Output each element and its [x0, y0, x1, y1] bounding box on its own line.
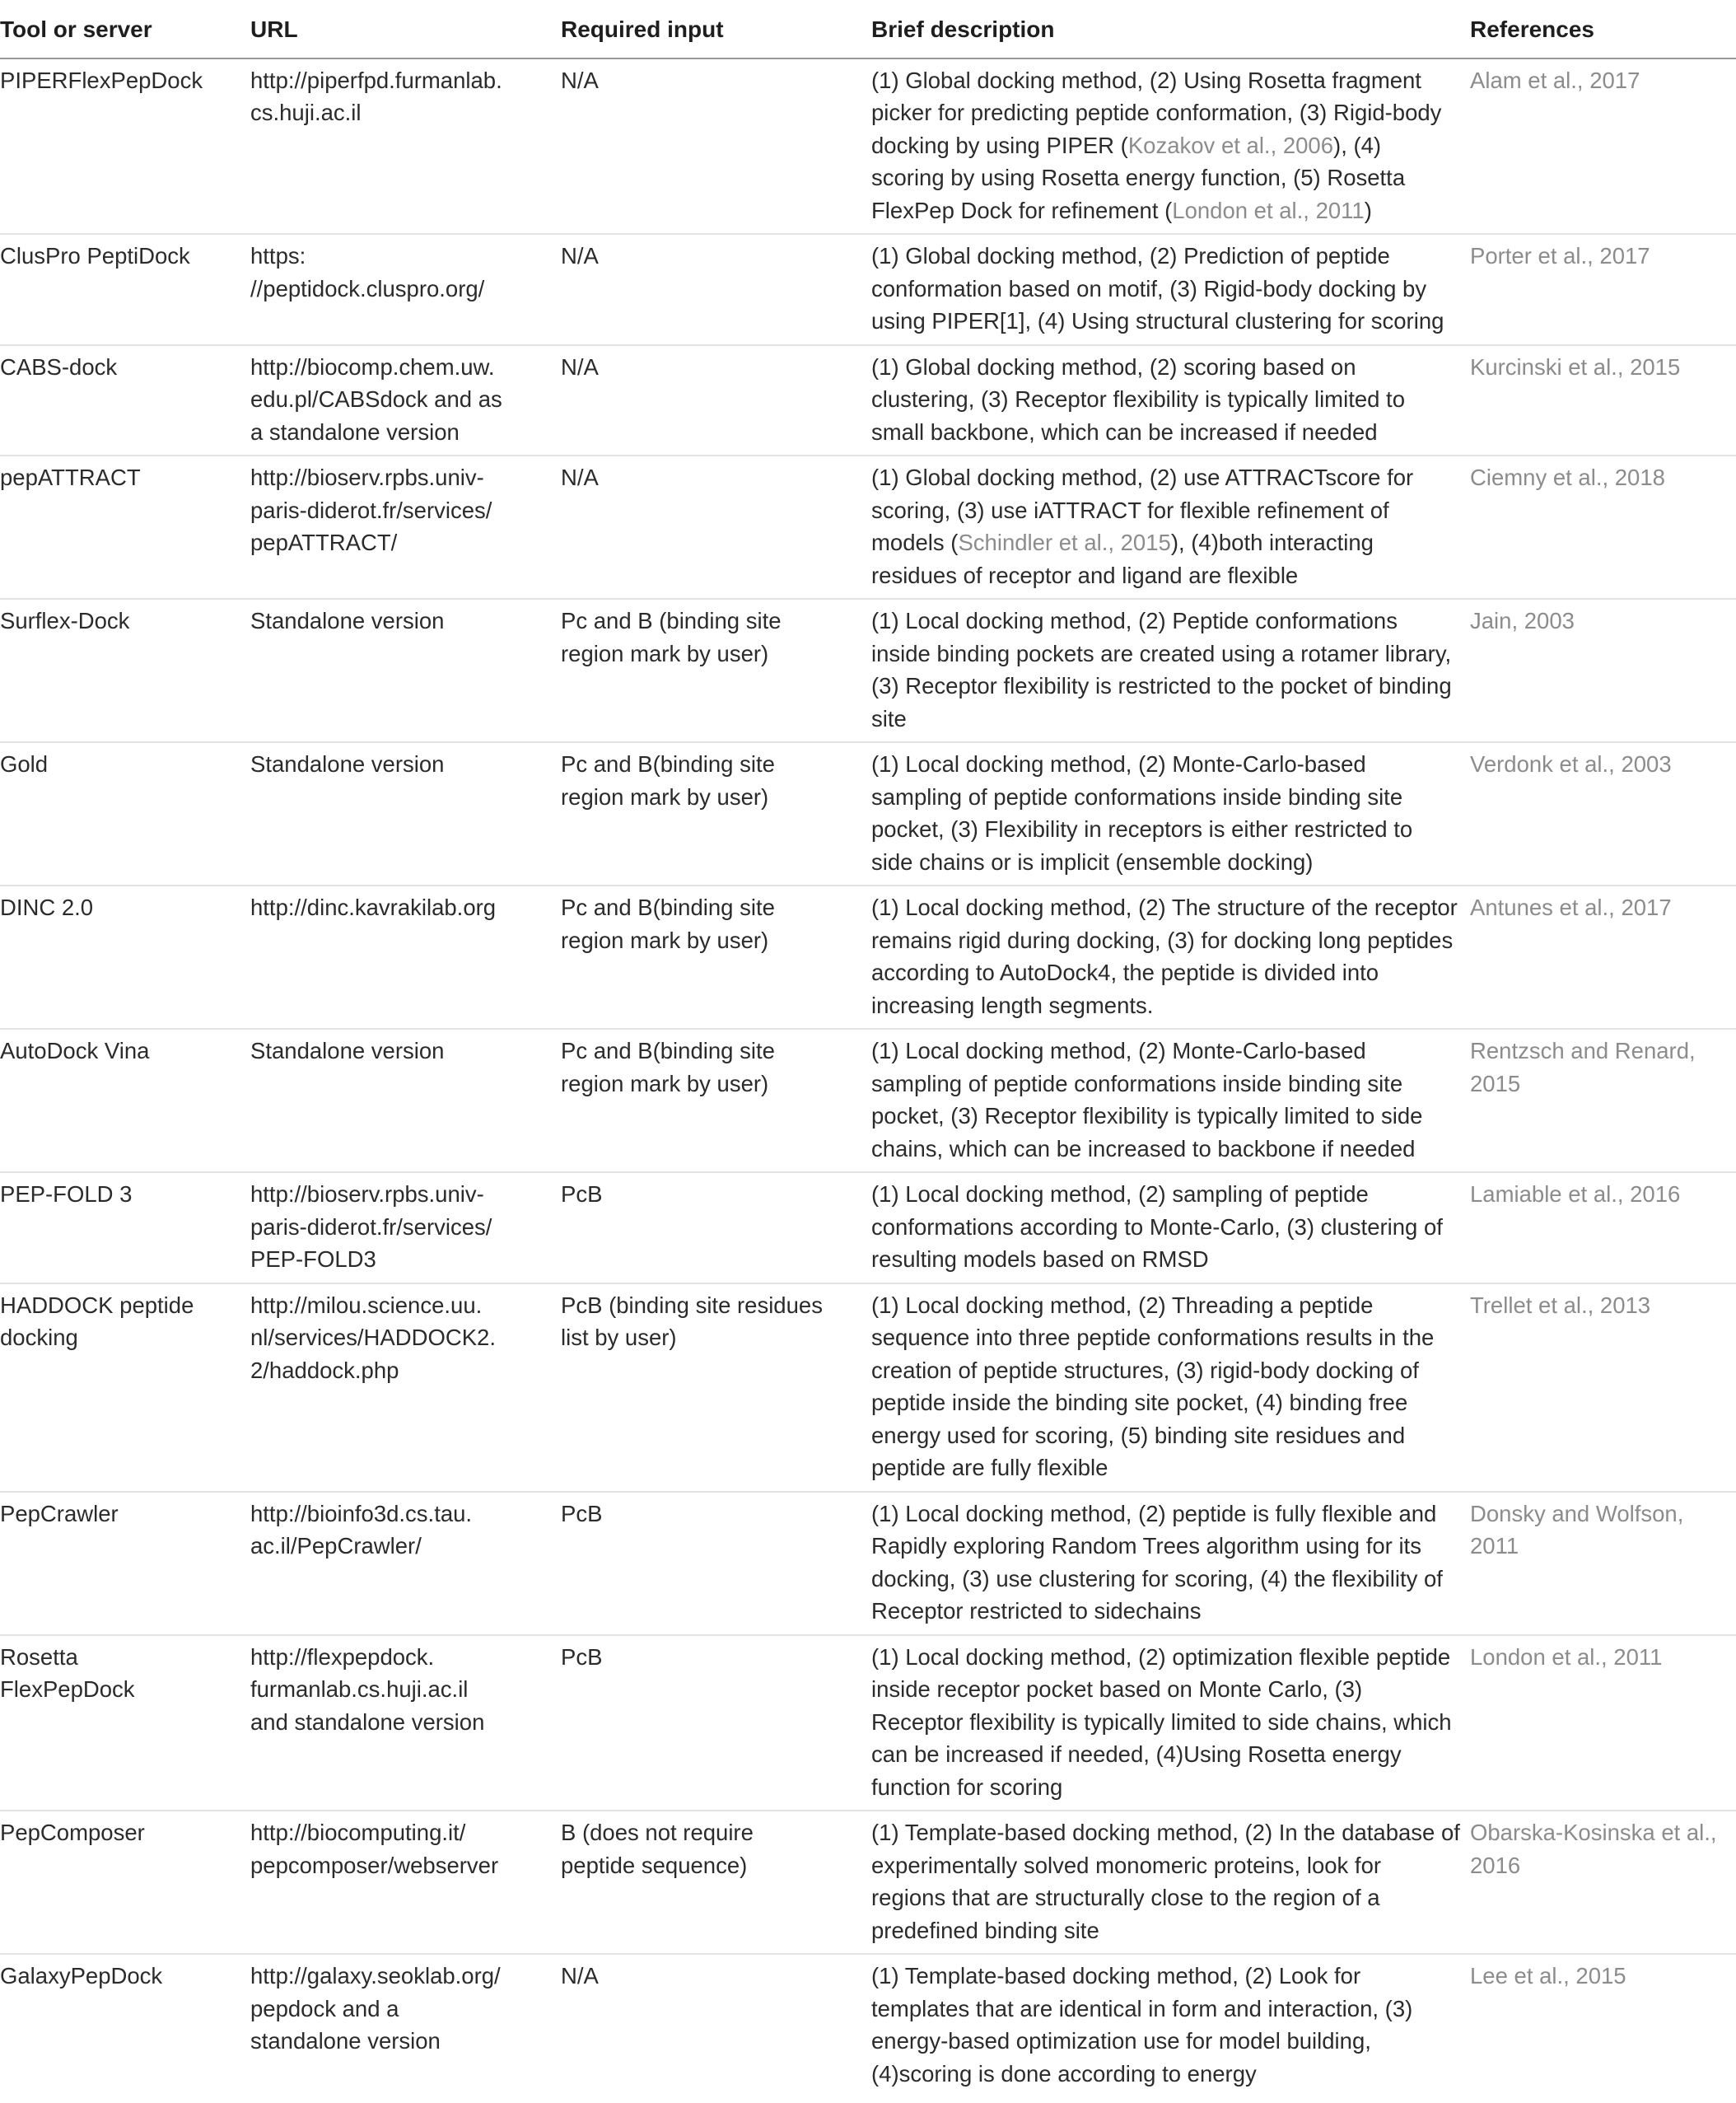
reference-link[interactable]: Rentzsch and Renard, 2015	[1470, 1029, 1736, 1172]
table-row	[0, 742, 1736, 886]
tool-name-cell: Surflex-Dock	[0, 599, 250, 742]
tool-name-cell: DINC 2.0	[0, 886, 250, 1029]
table-row	[0, 599, 1736, 742]
table-row	[0, 1492, 1736, 1635]
description-text: (1) Local docking method, (2) peptide is fully flexible and Rapidly exploring Random Trees algorithm using for its docking, (3) use clustering for scoring, (4) the flexibility of Receptor restricted to sidechains	[871, 1500, 1443, 1624]
required-input-cell: N/A	[561, 456, 871, 599]
table-row	[0, 234, 1736, 345]
description-cell	[871, 1172, 1470, 1283]
description-cell	[871, 1635, 1470, 1811]
description-cell	[871, 1811, 1470, 1954]
table-row	[0, 1283, 1736, 1492]
tool-name-cell: PepCrawler	[0, 1492, 250, 1635]
table-row	[0, 886, 1736, 1029]
table-row	[0, 1172, 1736, 1283]
url-cell: Standalone version	[250, 599, 561, 742]
description-cell	[871, 345, 1470, 456]
tool-name-cell: pepATTRACT	[0, 456, 250, 599]
tool-name-cell: AutoDock Vina	[0, 1029, 250, 1172]
tool-name-cell: PepComposer	[0, 1811, 250, 1954]
description-cell	[871, 886, 1470, 1029]
description-text: ), (4)both interacting residues of receptor and ligand are flexible	[871, 530, 1374, 588]
citation-link[interactable]: Kozakov et al., 2006	[1127, 132, 1334, 158]
description-text: (1) Local docking method, (2) Threading a peptide sequence into three peptide conformations results in the creation of peptide structures, (3) rigid-body docking of peptide inside the binding site pocket, (4) binding free energy used for scoring, (5) binding site residues and peptide are fully flexible	[871, 1292, 1435, 1480]
description-cell	[871, 742, 1470, 886]
reference-link[interactable]: Kurcinski et al., 2015	[1470, 345, 1736, 456]
reference-link[interactable]: Alam et al., 2017	[1470, 58, 1736, 235]
url-cell: http://dinc.kavrakilab.org	[250, 886, 561, 1029]
tool-name-cell: Gold	[0, 742, 250, 886]
table-row	[0, 456, 1736, 599]
required-input-cell: PcB	[561, 1635, 871, 1811]
url-cell: Standalone version	[250, 742, 561, 886]
url-cell: http://biocomputing.it/ pepcomposer/webserver	[250, 1811, 561, 1954]
table-row	[0, 1635, 1736, 1811]
reference-link[interactable]: Verdonk et al., 2003	[1470, 742, 1736, 886]
tool-name-cell: HADDOCK peptide docking	[0, 1283, 250, 1492]
table-row	[0, 345, 1736, 456]
tool-name-cell: Rosetta FlexPepDock	[0, 1635, 250, 1811]
table-row	[0, 1029, 1736, 1172]
reference-link[interactable]: Obarska-Kosinska et al., 2016	[1470, 1811, 1736, 1954]
tool-name-cell: PEP-FOLD 3	[0, 1172, 250, 1283]
url-cell: http://milou.science.uu. nl/services/HADDOCK2. 2/haddock.php	[250, 1283, 561, 1492]
table-row	[0, 1954, 1736, 2096]
reference-link[interactable]: Lee et al., 2015	[1470, 1963, 1626, 1989]
description-text: (1) Global docking method, (2) Prediction of peptide conformation based on motif, (3) Rigid-body docking by using PIPER[1], (4) Using structural clustering for scoring	[871, 243, 1444, 334]
reference-link[interactable]: London et al., 2011	[1470, 1635, 1736, 1811]
url-cell: http://galaxy.seoklab.org/ pepdock and a standalone version	[250, 1963, 501, 2054]
header-brief-description: Brief description	[871, 0, 1470, 58]
reference-link[interactable]: Ciemny et al., 2018	[1470, 456, 1736, 599]
description-text: (1) Local docking method, (2) optimization flexible peptide inside receptor pocket based on Monte Carlo, (3) Receptor flexibility is typically limited to side chains, which can be increased if needed, (4)Using Rosetta energy function for scoring	[871, 1643, 1452, 1800]
description-text: (1) Local docking method, (2) sampling of peptide conformations according to Monte-Carlo, (3) clustering of resulting models based on RMSD	[871, 1181, 1443, 1272]
table-body	[0, 58, 1736, 2097]
url-cell: https: //peptidock.cluspro.org/	[250, 234, 561, 345]
required-input-cell: B (does not require peptide sequence)	[561, 1811, 871, 1954]
description-text: ), (4) scoring by using Rosetta energy function, (5) Rosetta FlexPep Dock for refinement (	[871, 132, 1406, 223]
tool-name-cell: PIPERFlexPepDock	[0, 58, 250, 235]
required-input-cell: N/A	[561, 58, 871, 235]
description-cell	[871, 1954, 1470, 2096]
description-cell	[871, 234, 1470, 345]
description-text: (1) Template-based docking method, (2) Look for templates that are identical in form and interaction, (3) energy-based optimization use for model building, (4)scoring is done according to energy	[871, 1963, 1413, 2087]
reference-link[interactable]: Lamiable et al., 2016	[1470, 1172, 1736, 1283]
url-cell: http://bioserv.rpbs.univ- paris-diderot.fr/services/ pepATTRACT/	[250, 456, 561, 599]
url-cell: http://biocomp.chem.uw. edu.pl/CABSdock and as a standalone version	[250, 345, 561, 456]
description-text: (1) Global docking method, (2) Using Rosetta fragment picker for predicting peptide conformation, (3) Rigid-body docking by using PIPER (	[871, 67, 1442, 158]
citation-link[interactable]: Schindler et al., 2015	[958, 530, 1171, 555]
description-text: (1) Global docking method, (2) scoring based on clustering, (3) Receptor flexibility is typically limited to small backbone, which can be increased if needed	[871, 353, 1405, 445]
description-cell	[871, 599, 1470, 742]
required-input-cell: Pc and B (binding site region mark by user)	[561, 599, 871, 742]
reference-link[interactable]: Trellet et al., 2013	[1470, 1283, 1736, 1492]
reference-link[interactable]: Antunes et al., 2017	[1470, 886, 1736, 1029]
required-input-cell: Pc and B(binding site region mark by user)	[561, 742, 871, 886]
required-input-cell: PcB	[561, 1492, 871, 1635]
description-text: (1) Template-based docking method, (2) In the database of experimentally solved monomeric proteins, look for regions that are structurally close to the region of a predefined binding site	[871, 1820, 1460, 1943]
url-cell: http://bioserv.rpbs.univ- paris-diderot.fr/services/ PEP-FOLD3	[250, 1172, 561, 1283]
description-cell	[871, 1492, 1470, 1635]
description-cell	[871, 58, 1470, 235]
tool-name-cell: CABS-dock	[0, 345, 250, 456]
citation-link[interactable]: London et al., 2011	[1172, 197, 1365, 223]
description-text: (1) Local docking method, (2) The structure of the receptor remains rigid during docking, (3) for docking long peptides according to AutoDock4, the peptide is divided into increasing length segments.	[871, 895, 1458, 1018]
description-cell	[871, 456, 1470, 599]
reference-link[interactable]: Porter et al., 2017	[1470, 234, 1736, 345]
description-text: (1) Local docking method, (2) Monte-Carlo-based sampling of peptide conformations inside binding site pocket, (3) Receptor flexibility is typically limited to side chains, which can be increased to backbone if needed	[871, 1038, 1423, 1161]
table-row	[0, 58, 1736, 235]
description-text: (1) Local docking method, (2) Monte-Carlo-based sampling of peptide conformations inside binding site pocket, (3) Flexibility in receptors is either restricted to side chains or is implicit (ensemble docking)	[871, 751, 1413, 875]
header-tool: Tool or server	[0, 0, 250, 58]
header-row	[0, 0, 1736, 58]
tool-name-cell: ClusPro PeptiDock	[0, 234, 250, 345]
description-text: )	[1364, 197, 1372, 223]
header-required-input: Required input	[561, 0, 871, 58]
required-input-cell: PcB	[561, 1172, 871, 1283]
header-references: References	[1470, 0, 1736, 58]
description-cell	[871, 1283, 1470, 1492]
header-url: URL	[250, 0, 561, 58]
url-cell: Standalone version	[250, 1029, 561, 1172]
required-input-cell: Pc and B(binding site region mark by user)	[561, 1029, 871, 1172]
url-cell: http://piperfpd.furmanlab. cs.huji.ac.il	[250, 58, 561, 235]
required-input-cell: PcB (binding site residues list by user)	[561, 1283, 871, 1492]
description-cell	[871, 1029, 1470, 1172]
required-input-cell: Pc and B(binding site region mark by user)	[561, 886, 871, 1029]
table-row	[0, 1811, 1736, 1954]
required-input-cell: N/A	[561, 1963, 599, 1989]
url-cell: http://flexpepdock. furmanlab.cs.huji.ac.il and standalone version	[250, 1635, 561, 1811]
required-input-cell: N/A	[561, 234, 871, 345]
description-text: (1) Global docking method, (2) use ATTRACTscore for scoring, (3) use iATTRACT for flexible refinement of models (	[871, 465, 1414, 555]
required-input-cell: N/A	[561, 345, 871, 456]
description-text: (1) Local docking method, (2) Peptide conformations inside binding pockets are created using a rotamer library, (3) Receptor flexibility is restricted to the pocket of binding site	[871, 608, 1452, 731]
reference-link[interactable]: Donsky and Wolfson, 2011	[1470, 1492, 1736, 1635]
url-cell: http://bioinfo3d.cs.tau. ac.il/PepCrawler/	[250, 1492, 561, 1635]
reference-link[interactable]: Jain, 2003	[1470, 599, 1736, 742]
tool-name-cell: GalaxyPepDock	[0, 1963, 163, 1989]
